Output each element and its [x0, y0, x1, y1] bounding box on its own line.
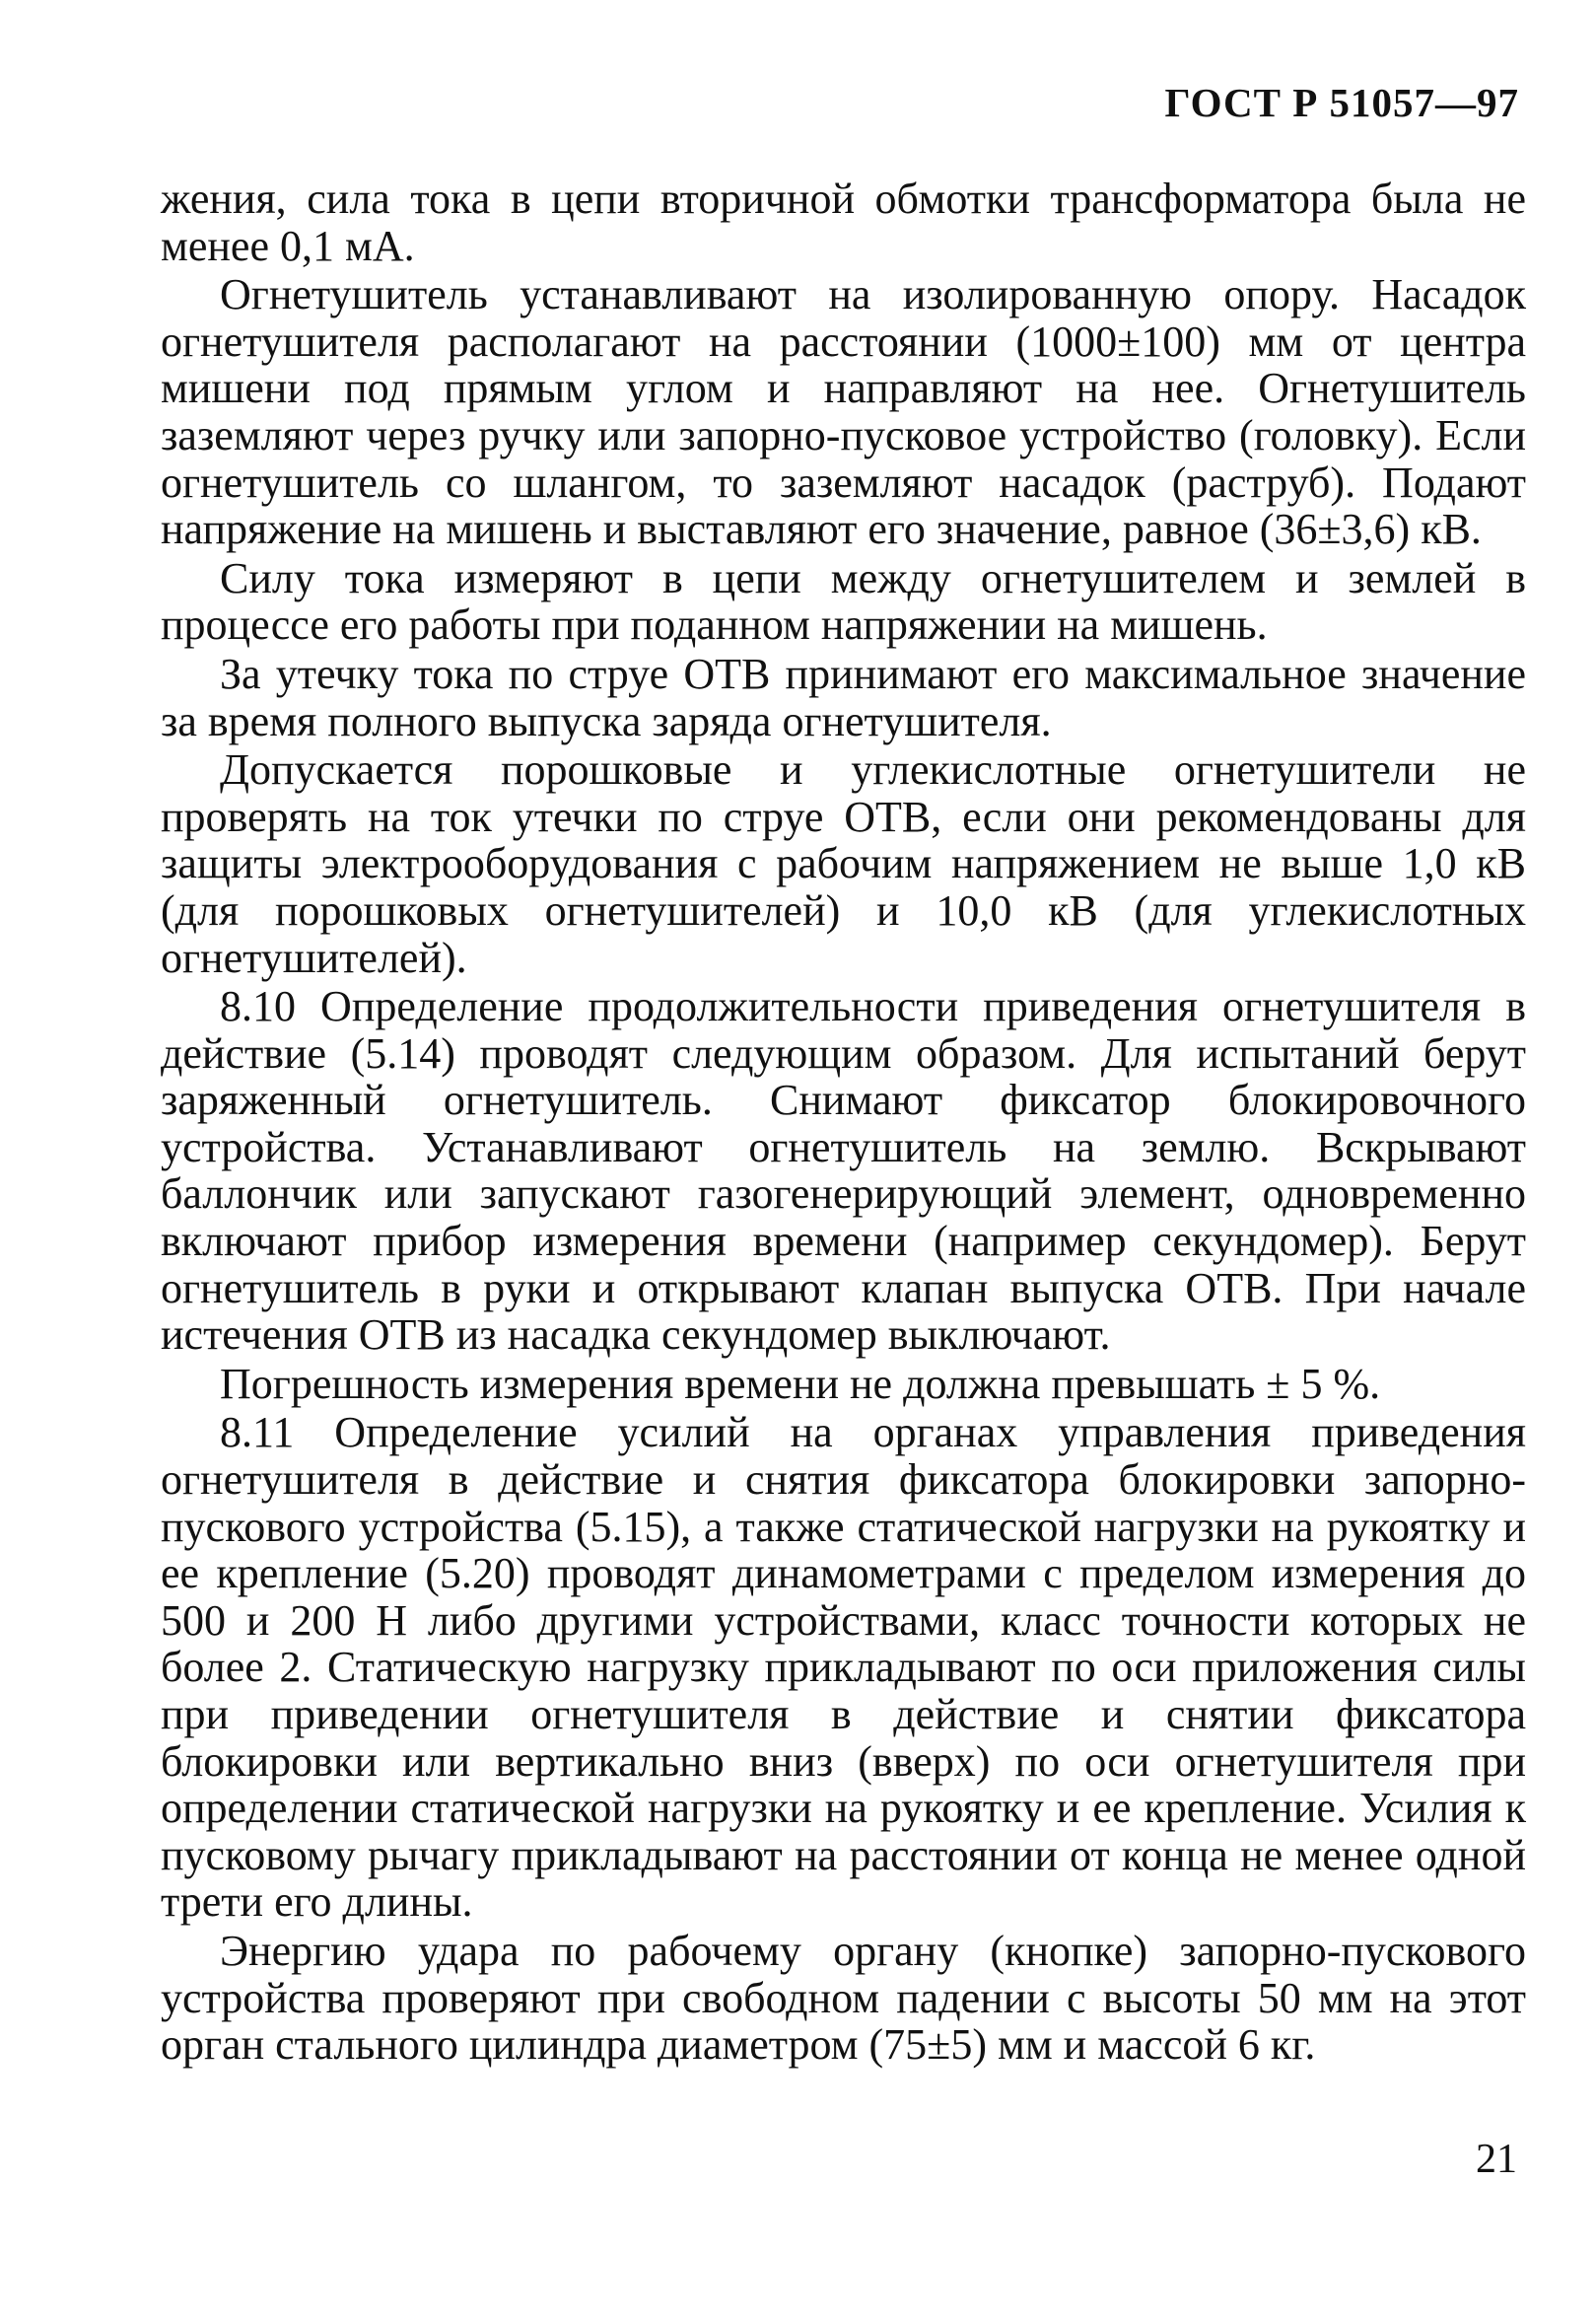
document-header: ГОСТ Р 51057—97 — [1164, 80, 1519, 125]
paragraph-continuation: жения, сила тока в цепи вторичной обмотки трансформатора была не менее 0,1 мА. — [161, 175, 1526, 270]
page-number: 21 — [1476, 2137, 1517, 2182]
paragraph-extinguisher-setup: Огнетушитель устанавливают на изолированную опору. Насадок огнетушителя располагают на расстоянии (1000±100) мм от центра мишени под прямым углом и направляют на нее. Огнетушитель заземляют через ручку или запорно-пусковое устройство (головку). Если огнетушитель со шлангом, то заземляют насадок (раструб). Подают напряжение на мишень и выставляют его значение, равное (36±3,6) кВ. — [161, 270, 1526, 554]
paragraph-leakage-current: За утечку тока по струе ОТВ принимают его максимальное значение за время полного выпуска заряда огнетушителя. — [161, 649, 1526, 745]
paragraph-section-8-10: 8.10 Определение продолжительности приведения огнетушителя в действие (5.14) проводят следующим образом. Для испытаний берут заряженный огнетушитель. Снимают фиксатор блокировочного устройства. Устанавливают огнетушитель на землю. Вскрывают баллончик или запускают газогенерирующий элемент, одновременно включают прибор измерения времени (например секундомер). Берут огнетушитель в руки и открывают клапан выпуска ОТВ. При начале истечения ОТВ из насадка секундомер выключают. — [161, 982, 1526, 1360]
document-body — [161, 176, 1526, 2071]
paragraph-time-error: Погрешность измерения времени не должна превышать ± 5 %. — [220, 1359, 1381, 1408]
paragraph-current-measurement: Силу тока измеряют в цепи между огнетушителем и землей в процессе его работы при поданном напряжении на мишень. — [161, 553, 1526, 650]
paragraph-impact-energy: Энергию удара по рабочему органу (кнопке) запорно-пускового устройства проверяют при свободном падении с высоты 50 мм на этот орган стального цилиндра диаметром (75±5) мм и массой 6 кг. — [161, 1926, 1526, 2070]
paragraph-section-8-11: 8.11 Определение усилий на органах управления приведения огнетушителя в действие и снятия фиксатора блокировки запорно-пускового устройства (5.15), а также статической нагрузки на рукоятку и ее крепление (5.20) проводят динамометрами с пределом измерения до 500 и 200 Н либо другими устройствами, класс точности которых не более 2. Статическую нагрузку прикладывают по оси приложения силы при приведении огнетушителя в действие и снятии фиксатора блокировки или вертикально вниз (вверх) по оси огнетушителя при определении статической нагрузки на рукоятку и ее крепление. Усилия к пусковому рычагу прикладывают на расстоянии от конца не менее одной трети его длины. — [161, 1408, 1526, 1927]
paragraph-exemption: Допускается порошковые и углекислотные огнетушители не проверять на ток утечки по струе ОТВ, если они рекомендованы для защиты электрооборудования с рабочим напряжением не выше 1,0 кВ (для порошковых огнетушителей) и 10,0 кВ (для углекислотных огнетушителей). — [161, 745, 1526, 982]
